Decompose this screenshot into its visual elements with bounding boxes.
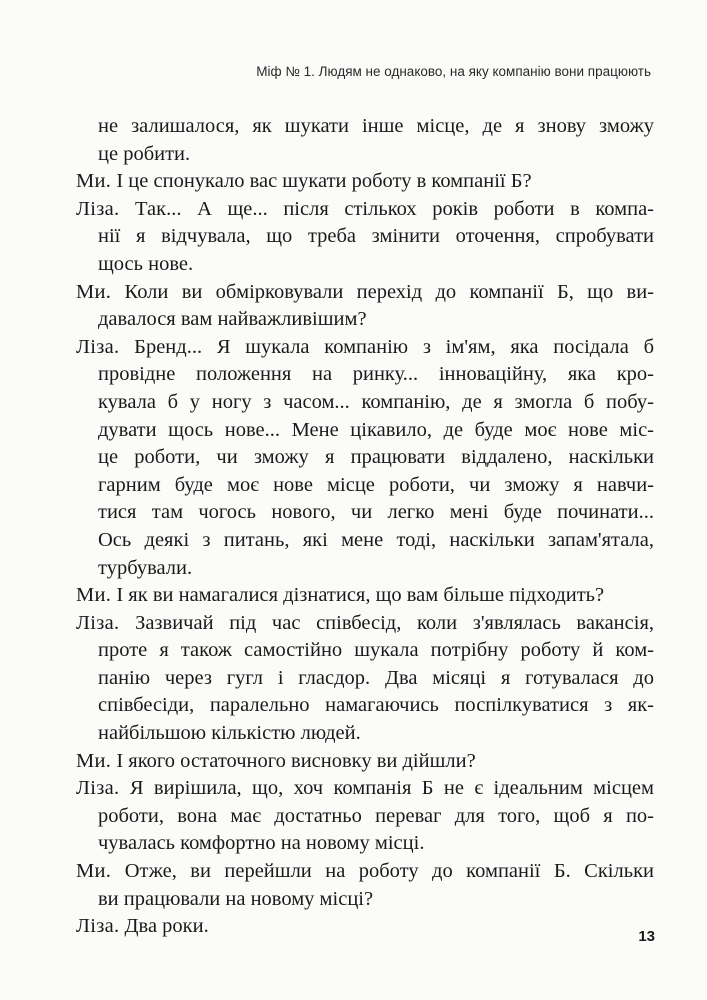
line-text: І як ви намагалися дізнатися, що вам більше підходить? <box>116 584 605 607</box>
dialogue-entry <box>76 168 654 196</box>
text-line <box>76 858 654 886</box>
text-line: давалося вам найважливішим? <box>98 308 367 331</box>
text-line <box>76 913 654 941</box>
line-text: Так... А ще... після стількох років роботи в компа- <box>135 197 654 220</box>
text-line: турбували. <box>98 556 193 579</box>
text-line <box>76 334 654 362</box>
text-line <box>76 610 654 638</box>
line-text: Бренд... Я шукала компанію з ім'ям, яка посідала б <box>134 335 654 358</box>
speaker-label: Ліза. <box>76 777 120 800</box>
speaker-label: Ліза. <box>76 915 120 938</box>
text-line: це робити. <box>98 142 191 165</box>
speaker-label: Ми. <box>76 280 112 303</box>
speaker-label: Ми. <box>76 749 112 772</box>
text-line: найбільшою кількістю людей. <box>98 722 361 745</box>
text-line: чувалась комфортно на новому місці. <box>98 832 425 855</box>
line-text: Я вирішила, що, хоч компанія Б не є ідеальним місцем <box>129 777 654 800</box>
dialogue-entry <box>76 858 654 913</box>
speaker-label: Ліза. <box>76 197 120 220</box>
line-text: Два роки. <box>124 915 209 938</box>
speaker-label: Ліза. <box>76 335 120 358</box>
dialogue-entry <box>76 582 654 610</box>
text-line: Ось деякі з питань, які мене тоді, наскільки запам'ятала, <box>98 528 654 551</box>
line-text: Зазвичай під час співбесід, коли з'являлась вакансія, <box>135 611 655 634</box>
text-line: тися там чогось нового, чи легко мені буде починати... <box>98 501 654 524</box>
text-line <box>76 196 654 224</box>
text-line: проте я також самостійно шукала потрібну роботу й ком- <box>98 639 654 662</box>
speaker-label: Ми. <box>76 860 112 883</box>
dialogue-text <box>76 113 654 941</box>
text-line: не залишалося, як шукати інше місце, де я знову зможу <box>98 115 654 137</box>
speaker-label: Ми. <box>76 170 112 193</box>
text-line: це роботи, чи зможу я працювати віддалено, наскільки <box>98 446 654 469</box>
text-line: ви працювали на новому місці? <box>98 887 374 910</box>
dialogue-entry <box>76 610 654 748</box>
speaker-label: Ліза. <box>76 611 120 634</box>
line-text: І якого остаточного висновку ви дійшли? <box>116 749 476 772</box>
dialogue-entry <box>76 913 654 941</box>
line-text: І це спонукало вас шукати роботу в компанії Б? <box>116 170 532 193</box>
text-line: співбесіди, паралельно намагаючись поспілкуватися з як- <box>98 694 654 717</box>
text-line <box>76 775 654 803</box>
line-text: Отже, ви перейшли на роботу до компанії Б. Скільки <box>124 860 655 883</box>
dialogue-entry <box>76 196 654 279</box>
text-line <box>76 582 654 610</box>
text-line: роботи, вона має достатньо переваг для того, щоб я по- <box>98 804 654 827</box>
speaker-label: Ми. <box>76 584 112 607</box>
page-number: 13 <box>638 928 655 945</box>
text-line <box>76 748 654 776</box>
text-line: дувати щось нове... Мене цікавило, де буде моє нове міс- <box>98 418 654 441</box>
text-line: гарним буде моє нове місце роботи, чи зможу я навчи- <box>98 473 654 496</box>
text-line: панію через гугл і гласдор. Два місяці я готувалася до <box>98 666 654 689</box>
text-line: провідне положення на ринку... інноваційну, яка кро- <box>98 363 654 386</box>
text-line: нії я відчувала, що треба змінити оточення, спробувати <box>98 225 654 248</box>
dialogue-entry <box>76 279 654 334</box>
dialogue-entry <box>76 113 654 168</box>
text-line <box>76 279 654 307</box>
dialogue-entry <box>76 334 654 582</box>
dialogue-entry <box>76 748 654 776</box>
text-line: кувала б у ногу з часом... компанію, де я змогла б побу- <box>98 390 654 413</box>
line-text: Коли ви обмірковували перехід до компанії Б, що ви- <box>124 280 654 303</box>
text-line: щось нове. <box>98 252 194 275</box>
running-header: Міф № 1. Людям не однаково, на яку компанію вони працюють <box>256 64 651 79</box>
dialogue-entry <box>76 775 654 858</box>
text-line <box>76 168 654 196</box>
